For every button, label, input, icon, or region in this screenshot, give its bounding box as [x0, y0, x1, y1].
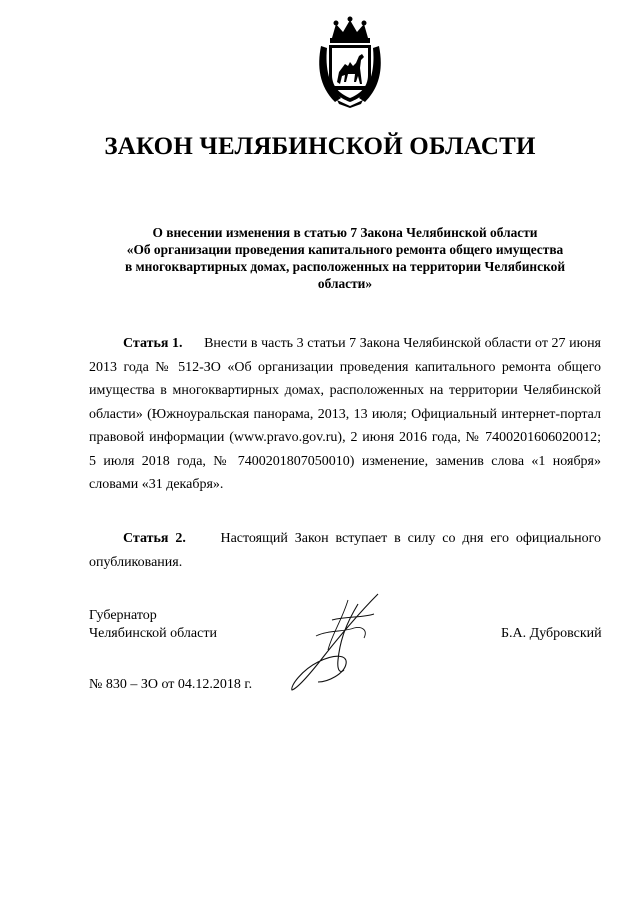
subject-line: в многоквартирных домах, расположенных на территории Челябинской: [124, 259, 566, 274]
governor-title-line: Челябинской области: [89, 626, 217, 641]
article-2: [89, 527, 601, 574]
registration-number: № 830 – ЗО от 04.12.2018 г.: [89, 677, 253, 692]
article-1: [89, 332, 601, 497]
law-subject: [95, 224, 595, 292]
article-line: [89, 527, 601, 551]
article-line: правовой информации (www.pravo.gov.ru), 2 июня 2016 года, № 7400201606020012;: [89, 430, 601, 445]
article-line: опубликования.: [89, 554, 183, 570]
signature-icon: [288, 590, 388, 695]
subject-line: области»: [317, 276, 373, 291]
article-text: Внести в часть 3 статьи 7 Закона Челябинской области от 27 июня: [204, 336, 601, 351]
coat-of-arms-icon: [315, 16, 385, 108]
governor-name: Б.А. Дубровский: [501, 626, 602, 641]
article-line: 5 июля 2018 года, № 7400201807050010) изменение, заменив слова «1 ноября»: [89, 453, 601, 469]
article-text: Настоящий Закон вступает в силу со дня его официального: [220, 531, 602, 546]
governor-title-line: Губернатор: [89, 608, 157, 623]
article-line: имущества в многоквартирных домах, расположенных на территории Челябинской: [89, 383, 601, 398]
governor-title: [89, 607, 217, 643]
article-line: [89, 332, 601, 356]
article-label: Статья 1.: [123, 336, 183, 351]
article-line: 2013 года № 512-ЗО «Об организации проведения капитального ремонта общего: [89, 359, 601, 375]
subject-line: «Об организации проведения капитального ремонта общего имущества: [126, 242, 564, 257]
subject-line: О внесении изменения в статью 7 Закона Челябинской области: [152, 225, 538, 240]
article-label: Статья 2.: [123, 531, 186, 546]
article-line: словами «31 декабря».: [89, 477, 224, 492]
law-title: ЗАКОН ЧЕЛЯБИНСКОЙ ОБЛАСТИ: [104, 133, 536, 160]
article-line: области» (Южноуральская панорама, 2013, 13 июля; Официальный интернет-портал: [89, 406, 601, 422]
